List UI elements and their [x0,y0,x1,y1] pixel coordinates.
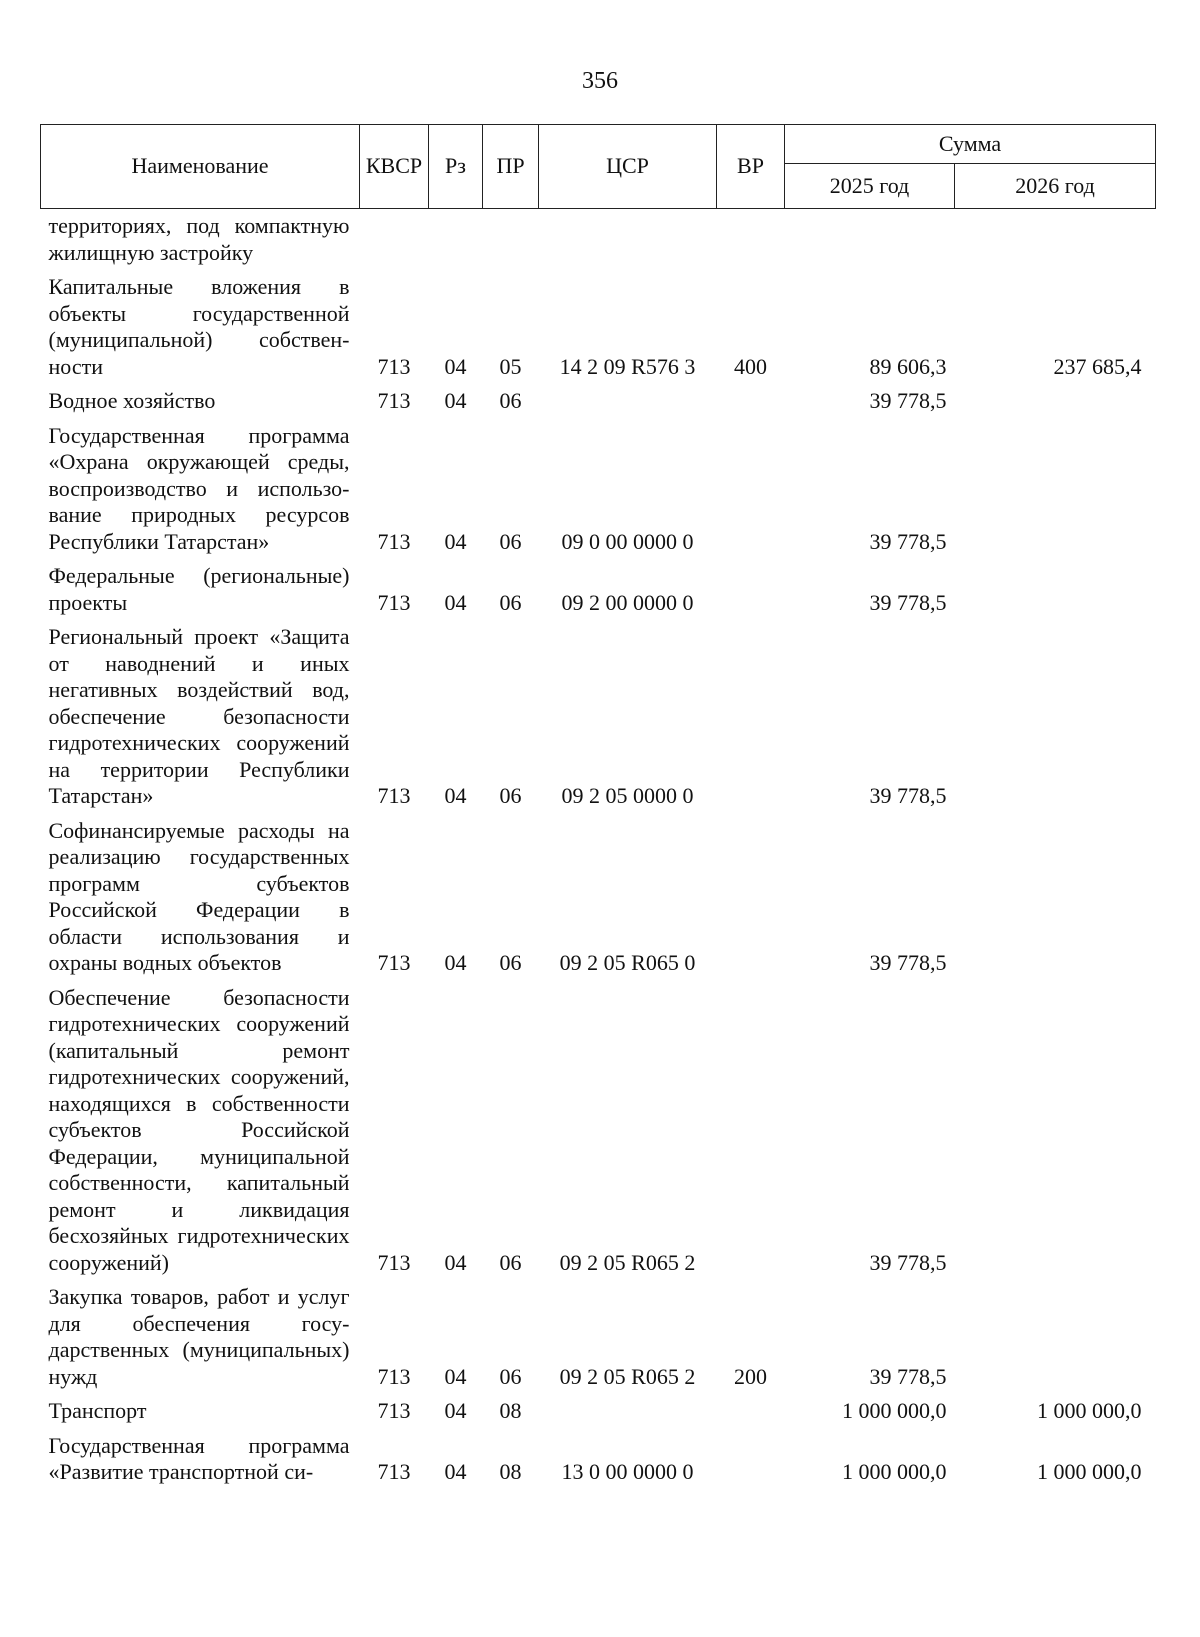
row-kvsr: 713 [377,528,411,554]
row-rz: 04 [444,950,467,975]
row-csr [539,209,717,267]
row-vr: 400 [734,353,767,379]
row-vr [717,810,785,977]
table-row [41,555,1156,616]
row-sum-2026: 237 685,4 [1053,353,1142,379]
table-row [41,616,1156,810]
row-sum-2025: 1 000 000,0 [842,1398,947,1423]
row-sum-2026 [955,555,1156,616]
row-kvsr: 713 [377,353,411,379]
row-name: Государственная программа «Охрана окружающей среды, воспроизводство и использование природных ресурсов Республики Татарстан» [48,422,350,554]
row-pr: 05 [499,353,522,379]
row-sum-2025 [785,209,955,267]
table-row [41,415,1156,556]
row-pr: 06 [499,783,522,808]
table-header [41,125,1156,209]
row-sum-2025: 39 778,5 [869,528,947,554]
row-csr: 09 2 05 R065 2 [559,1363,696,1389]
row-pr: 06 [499,528,522,554]
row-pr [483,209,539,267]
row-pr: 06 [499,388,522,413]
row-csr: 09 2 05 0000 0 [561,783,694,808]
table-row [41,1425,1156,1486]
row-sum-2026 [955,810,1156,977]
row-name: Капитальные вложения в объекты государственной (муниципальной) собственности [48,274,350,379]
row-csr [539,380,717,415]
table-row [41,977,1156,1277]
row-rz: 04 [444,783,467,808]
row-sum-2026 [955,380,1156,415]
row-vr [717,616,785,810]
row-kvsr: 713 [377,589,411,615]
table-row [41,380,1156,415]
row-name: Софинансируемые расходы на реализацию государственных программ субъектов Российской Федерации в области использования и охраны водных объектов [48,817,350,975]
row-kvsr: 713 [377,950,411,975]
row-csr: 09 2 05 R065 2 [559,1249,696,1275]
row-csr: 14 2 09 R576 3 [559,353,696,379]
row-rz: 04 [444,353,467,379]
row-rz: 04 [444,1249,467,1275]
row-sum-2025: 89 606,3 [869,353,947,379]
header-sum: Сумма [785,125,1156,164]
row-sum-2026 [955,209,1156,267]
row-vr [717,209,785,267]
row-name: Обеспечение безопасности гидротехнических сооружений (капитальный ремонт гидротехнических сооружений, находящихся в собственности субъектов Российской Федерации, муниципальной собственности, капитальный ремонт и ликвидация бесхозяйных гидротехнических сооружений) [48,984,350,1275]
row-name: Водное хозяйство [48,388,216,413]
row-sum-2025: 39 778,5 [869,589,947,615]
row-rz: 04 [444,1459,467,1484]
header-rz: Рз [429,125,483,209]
row-rz: 04 [444,528,467,554]
table-row [41,1390,1156,1425]
row-sum-2026 [955,415,1156,556]
row-sum-2026: 1 000 000,0 [1037,1398,1142,1423]
table-row [41,266,1156,380]
row-rz: 04 [444,589,467,615]
row-csr [539,1390,717,1425]
row-sum-2026 [955,977,1156,1277]
row-name: Региональный проект «Защита от наводнений и иных негативных воздействий вод, обеспечение безопасности гидротехнических сооружений на территории Республики Татарстан» [48,624,350,808]
row-sum-2026: 1 000 000,0 [1037,1459,1142,1484]
row-csr: 09 2 00 0000 0 [561,589,694,615]
row-kvsr: 713 [377,388,411,413]
row-pr: 08 [499,1398,522,1423]
budget-table [40,124,1156,1486]
row-rz: 04 [444,1398,467,1423]
row-vr [717,415,785,556]
row-vr: 200 [734,1363,767,1389]
row-rz: 04 [444,388,467,413]
row-sum-2026 [955,1276,1156,1390]
row-sum-2025: 39 778,5 [869,388,947,413]
row-vr [717,555,785,616]
row-sum-2025: 39 778,5 [869,1249,947,1275]
header-vr: ВР [717,125,785,209]
row-kvsr: 713 [377,783,411,808]
row-pr: 06 [499,1249,522,1275]
header-2026: 2026 год [955,164,1156,209]
header-pr: ПР [483,125,539,209]
row-pr: 08 [499,1459,522,1484]
row-vr [717,1425,785,1486]
table-row [41,209,1156,267]
row-name: территориях, под компактную жилищную застройку [48,213,350,265]
row-name: Федеральные (региональные) проекты [48,563,350,615]
row-kvsr [360,209,429,267]
header-name: Наименование [41,125,360,209]
row-sum-2025: 1 000 000,0 [842,1459,947,1484]
row-csr: 13 0 00 0000 0 [561,1459,694,1484]
row-sum-2025: 39 778,5 [869,783,947,808]
row-rz: 04 [444,1363,467,1389]
row-sum-2025: 39 778,5 [869,950,947,975]
row-kvsr: 713 [377,1459,411,1484]
row-kvsr: 713 [377,1249,411,1275]
row-kvsr: 713 [377,1363,411,1389]
row-name: Закупка товаров, работ и услуг для обеспечения государственных (муниципальных) нужд [48,1284,350,1389]
row-name: Государственная программа «Развитие транспортной си- [48,1432,350,1484]
row-name: Транспорт [48,1398,147,1423]
row-vr [717,380,785,415]
row-sum-2026 [955,616,1156,810]
row-pr: 06 [499,1363,522,1389]
table-body [41,209,1156,1486]
row-vr [717,1390,785,1425]
header-kvsr: КВСР [360,125,429,209]
table-row [41,1276,1156,1390]
row-pr: 06 [499,589,522,615]
row-rz [429,209,483,267]
row-pr: 06 [499,950,522,975]
row-vr [717,977,785,1277]
page-number: 356 [582,68,618,94]
header-2025: 2025 год [785,164,955,209]
table-row [41,810,1156,977]
row-sum-2025: 39 778,5 [869,1363,947,1389]
row-csr: 09 2 05 R065 0 [559,950,696,975]
header-csr: ЦСР [539,125,717,209]
row-kvsr: 713 [377,1398,411,1423]
row-csr: 09 0 00 0000 0 [561,528,694,554]
